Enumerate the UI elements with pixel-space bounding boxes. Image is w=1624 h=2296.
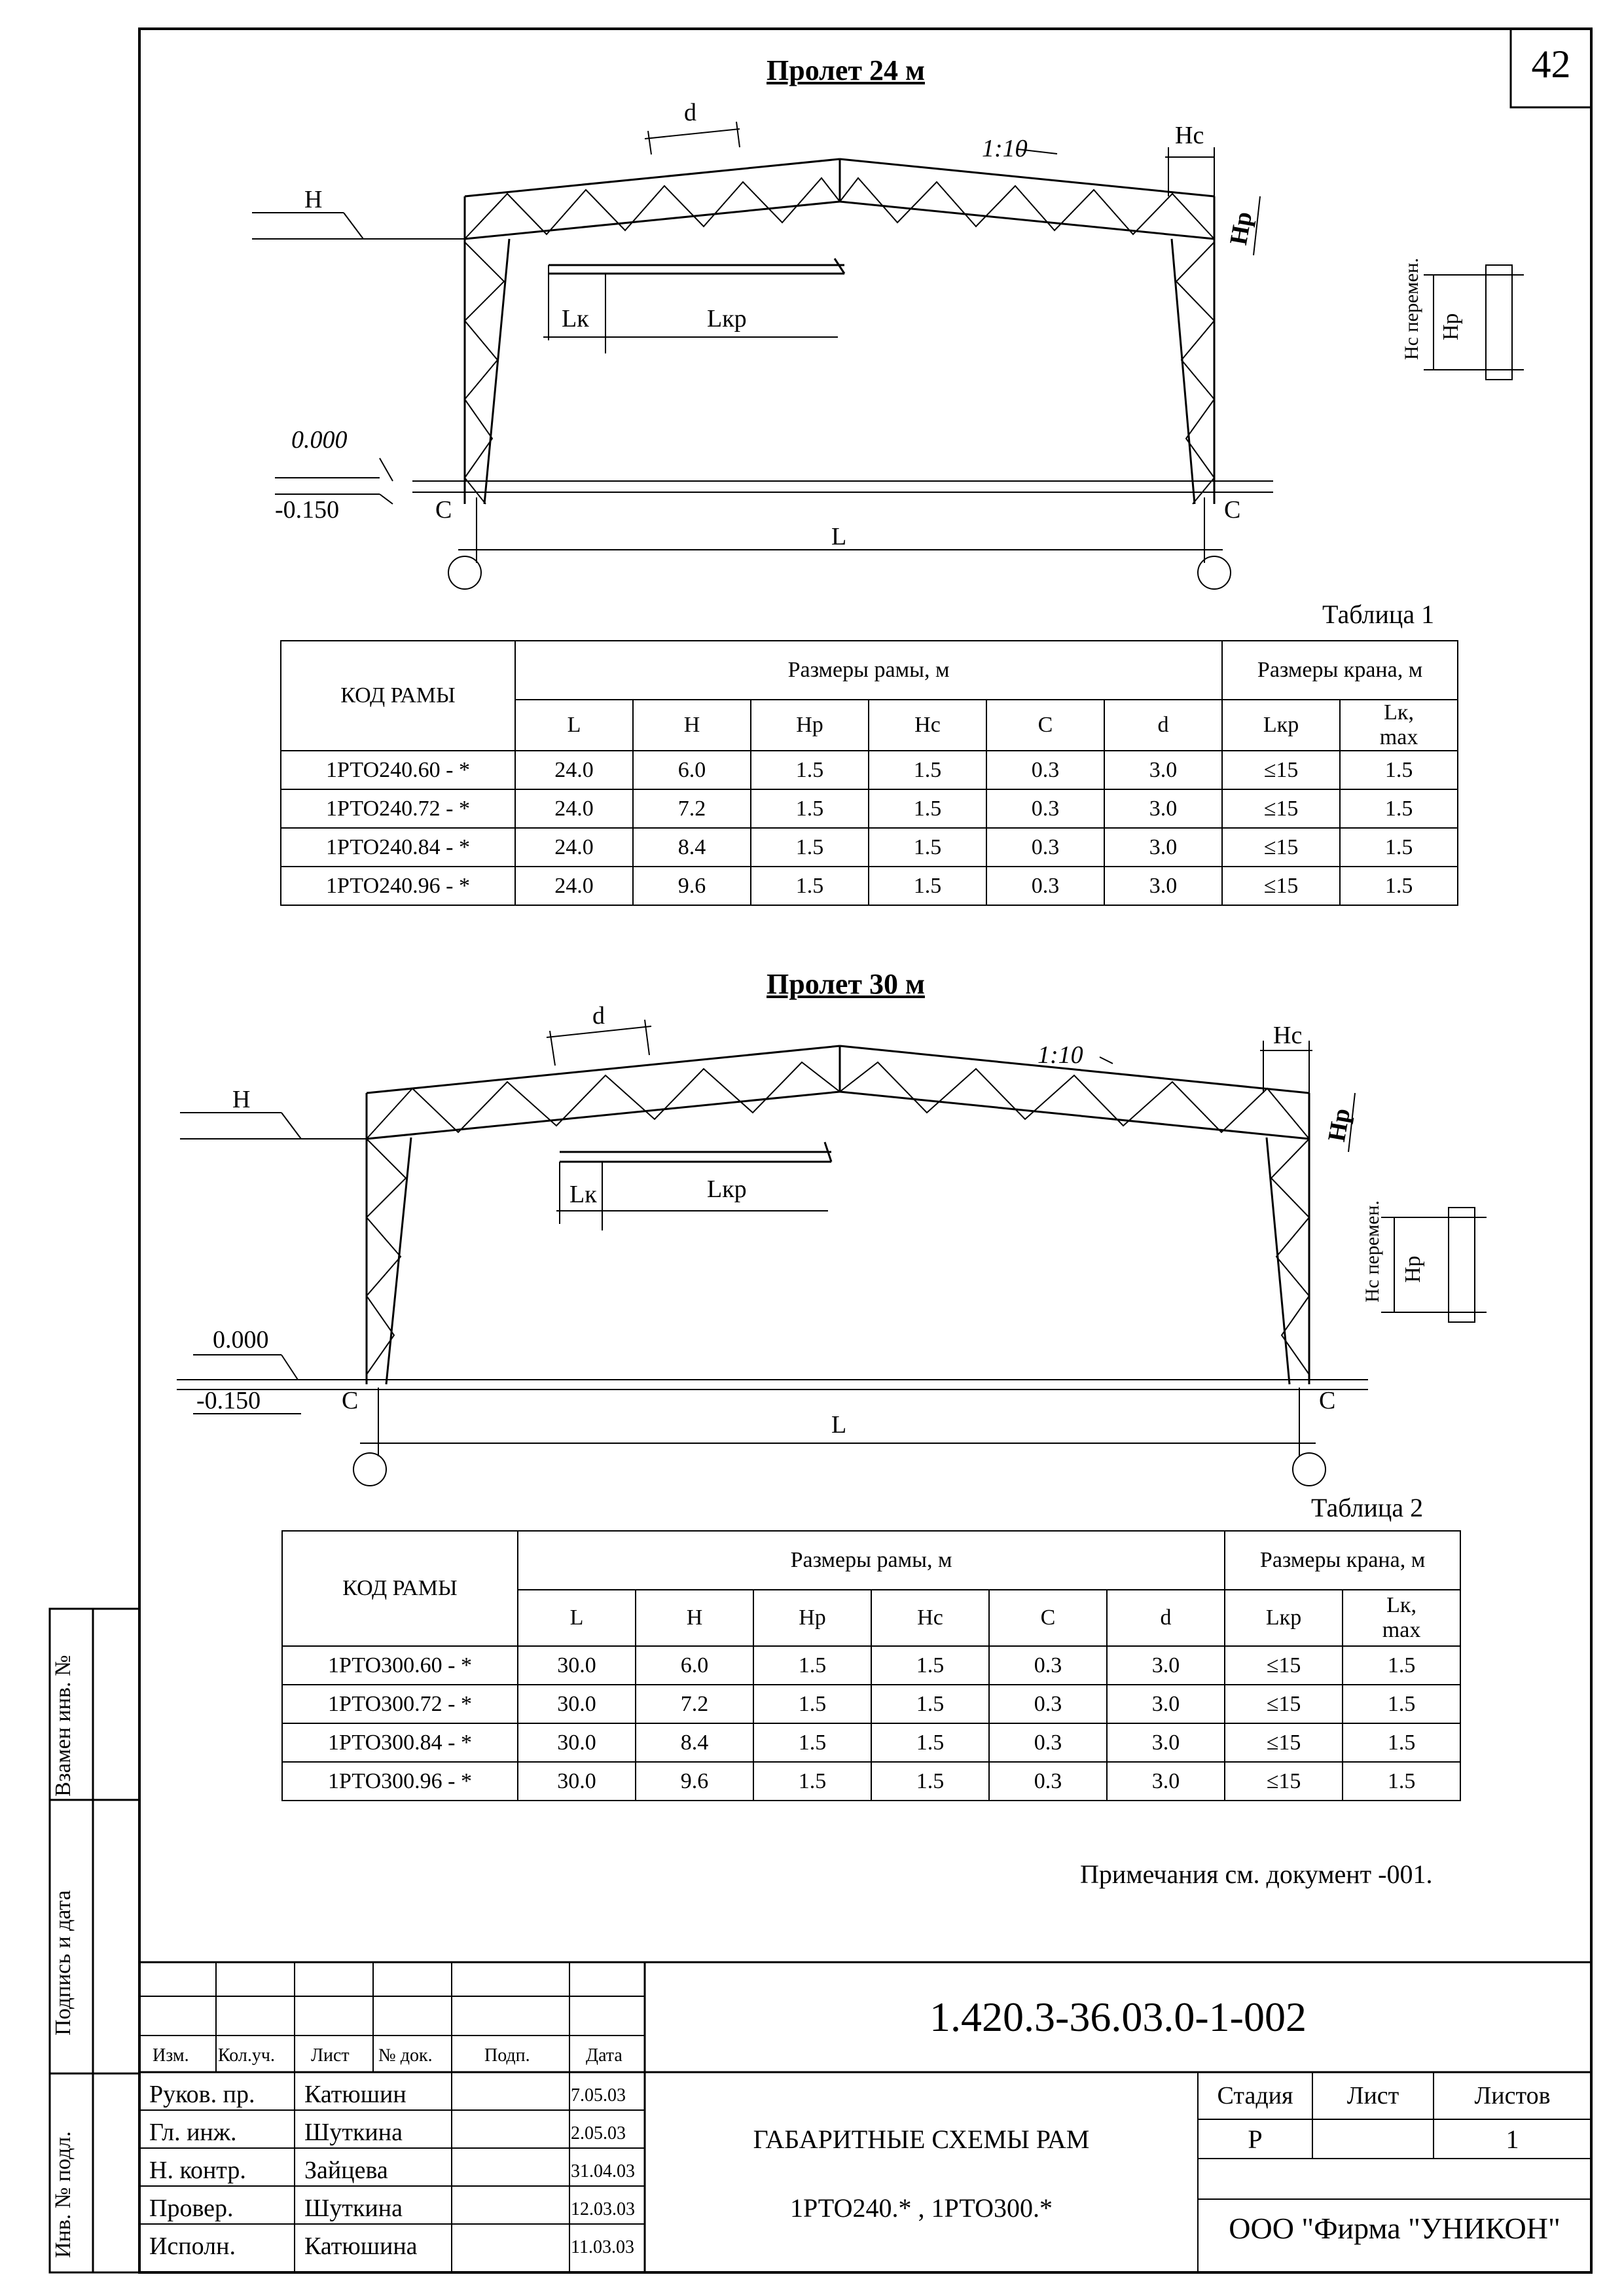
label-c-right: C [1224,496,1241,524]
signer-name: Шуткина [304,2195,403,2222]
label-c-left-2: C [342,1387,359,1414]
table-row: 1РТО300.96 - * 30.0 9.6 1.5 1.5 0.3 3.0 ≤15 1.5 [282,1762,1460,1801]
label-minus-2: -0.150 [196,1387,261,1414]
table-1: КОД РАМЫ Размеры рамы, м Размеры крана, м L H Hp Hc C d Lкр Lк, max 1РТО240.60 - * 24.0 6.0 1.5 1.5 0.3 3.0 ≤15 1.5 1РТО240.72 - * 24.0 7.2 1.5 1.5 0.3 3.0 ≤15 1.5 1РТО240.84 - * 24.0 8.4 1.5 1.5 0.3 3.0 ≤15 1.5 1РТО240.96 - * 24.0 9.6 1.5 1.5 0.3 3.0 ≤15 1.5 [280,640,1458,906]
rev-header-doc: № док. [378,2045,433,2066]
label-d: d [684,99,696,126]
header-frame-dims-2: Размеры рамы, м [518,1531,1225,1590]
signer-date: 7.05.03 [571,2085,626,2106]
rev-header-date: Дата [586,2045,623,2066]
label-lk-2: Lк [569,1181,597,1208]
label-zero-2: 0.000 [213,1326,269,1354]
header-crane-dims-2: Размеры крана, м [1225,1531,1460,1590]
label-minus: -0.150 [275,496,340,524]
table-row: 1РТО300.72 - * 30.0 7.2 1.5 1.5 0.3 3.0 ≤15 1.5 [282,1685,1460,1723]
table1-caption: Таблица 1 [1322,600,1435,629]
rev-header-izm: Изм. [153,2045,189,2066]
table-row: 1РТО300.84 - * 30.0 8.4 1.5 1.5 0.3 3.0 ≤15 1.5 [282,1723,1460,1762]
label-h: H [304,186,323,213]
label-hp-side-2: Hp [1401,1255,1425,1283]
rev-header-sign: Подп. [484,2045,530,2066]
label-hp: Hp [1224,209,1258,247]
rev-header-list: Лист [311,2045,350,2066]
label-hp-side: Hp [1439,313,1463,340]
document-name-line1: ГАБАРИТНЫЕ СХЕМЫ РАМ [753,2125,1090,2154]
signer-role: Исполн. [149,2233,236,2260]
label-c-left: C [435,496,452,524]
label-hc-2: Hc [1273,1022,1303,1049]
label-slope-2: 1:10 [1038,1041,1083,1069]
header-crane-dims: Размеры крана, м [1222,641,1458,700]
signer-role: Руков. пр. [149,2081,255,2108]
signer-name: Зайцева [304,2157,388,2184]
label-c-right-2: C [1319,1387,1336,1414]
side-replaced: Взамен инв. № [51,1655,75,1797]
header-frame-dims: Размеры рамы, м [515,641,1222,700]
table-row: 1РТО240.84 - * 24.0 8.4 1.5 1.5 0.3 3.0 ≤15 1.5 [281,828,1458,867]
document-name-line2: 1РТО240.* , 1РТО300.* [789,2193,1053,2223]
header-code-2: КОД РАМЫ [282,1531,518,1646]
table-row: 1РТО300.60 - * 30.0 6.0 1.5 1.5 0.3 3.0 ≤15 1.5 [282,1646,1460,1685]
table-row: 1РТО240.96 - * 24.0 9.6 1.5 1.5 0.3 3.0 ≤15 1.5 [281,867,1458,905]
signer-name: Катюшин [304,2081,406,2108]
label-lkp: Lкр [707,305,747,332]
rev-header-kol: Кол.уч. [218,2045,275,2066]
label-lkp-2: Lкр [707,1175,747,1203]
table-row: 1РТО240.60 - * 24.0 6.0 1.5 1.5 0.3 3.0 ≤15 1.5 [281,751,1458,789]
label-l: L [831,523,847,550]
signer-date: 12.03.03 [571,2199,635,2219]
table2-caption: Таблица 2 [1311,1493,1424,1522]
signer-role: Провер. [149,2195,234,2222]
label-l-2: L [831,1411,847,1439]
label-hc-var: Hc перемен. [1401,257,1422,360]
signer-date: 31.04.03 [571,2161,635,2181]
signer-role: Н. контр. [149,2157,246,2184]
label-slope: 1:10 [982,135,1028,162]
company-name: ООО "Фирма "УНИКОН" [1229,2212,1561,2245]
label-hp-2: Hp [1322,1106,1356,1144]
label-d-2: d [592,1002,605,1030]
label-h-2: H [232,1086,251,1113]
label-zero: 0.000 [291,426,348,454]
label-hc-var-2: Hc перемен. [1362,1200,1383,1302]
sheet-border [139,29,1591,2272]
document-designation: 1.420.3-36.03.0-1-002 [929,1994,1307,2040]
stage-header: Стадия [1217,2082,1293,2109]
label-lk: Lк [562,305,589,332]
signer-date: 2.05.03 [571,2123,626,2144]
side-inv-original: Инв. № подл. [51,2131,75,2258]
stage-value: Р [1248,2125,1263,2154]
frame-24m-title: Пролет 24 м [767,54,925,86]
signer-date: 11.03.03 [571,2237,634,2257]
notes: Примечания см. документ -001. [1080,1859,1433,1889]
sheet-number: 42 [1531,43,1571,86]
side-signature-date: Подпись и дата [51,1890,75,2036]
sheets-header: Листов [1474,2082,1551,2109]
signer-role: Гл. инж. [149,2119,237,2146]
sheet-header: Лист [1346,2082,1399,2109]
table-row: 1РТО240.72 - * 24.0 7.2 1.5 1.5 0.3 3.0 ≤15 1.5 [281,789,1458,828]
label-hc: Hc [1175,122,1204,149]
sheets-total: 1 [1506,2125,1519,2154]
frame-30m-title: Пролет 30 м [767,968,925,1000]
signer-name: Шуткина [304,2119,403,2146]
header-code: КОД РАМЫ [281,641,515,751]
table-2: КОД РАМЫ Размеры рамы, м Размеры крана, м L H Hp Hc C d Lкр Lк, max 1РТО300.60 - * 30.0 6.0 1.5 1.5 0.3 3.0 ≤15 1.5 1РТО300.72 - * 30.0 7.2 1.5 1.5 0.3 3.0 ≤15 1.5 1РТО300.84 - * 30.0 8.4 1.5 1.5 0.3 3.0 ≤15 1.5 1РТО300.96 - * 30.0 9.6 1.5 1.5 0.3 3.0 ≤15 1.5 [281,1530,1461,1801]
signer-name: Катюшина [304,2233,418,2260]
